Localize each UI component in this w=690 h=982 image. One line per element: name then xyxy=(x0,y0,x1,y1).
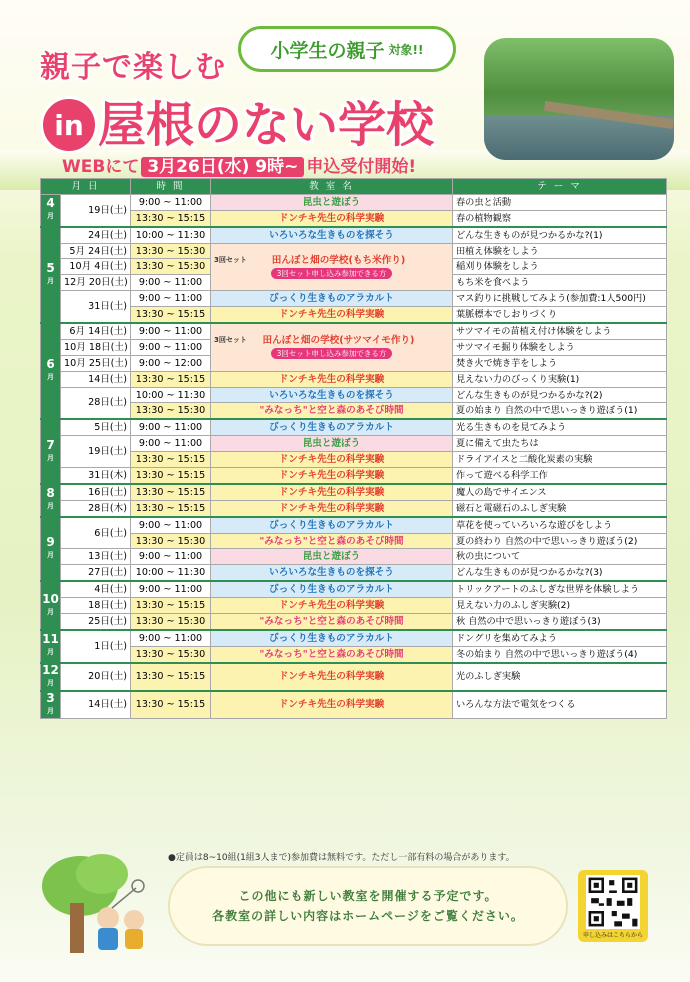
class-name-cell: ドンチキ先生の科学実験 xyxy=(211,468,453,484)
time-cell: 13:30 ~ 15:30 xyxy=(131,243,211,259)
class-name-cell: ドンチキ先生の科学実験 xyxy=(211,452,453,468)
theme-cell: 夏の始まり 自然の中で思いっきり遊ぼう(1) xyxy=(453,403,667,419)
title-line1: 親子で楽しむ xyxy=(40,50,226,85)
class-name-cell: 昆虫と遊ぼう xyxy=(211,549,453,565)
time-cell: 9:00 ~ 11:00 xyxy=(131,194,211,210)
theme-cell: 冬の始まり 自然の中で思いっきり遊ぼう(4) xyxy=(453,646,667,662)
class-name-cell: ドンチキ先生の科学実験 xyxy=(211,598,453,614)
qr-label: 申し込みはこちらから xyxy=(582,932,643,939)
class-name-cell: びっくり生きものアラカルト xyxy=(211,630,453,646)
date-cell: 31日(土) xyxy=(61,291,131,323)
class-name-cell: 昆虫と遊ぼう xyxy=(211,194,453,210)
web-date: 3月26日(水) 9時~ xyxy=(141,157,304,177)
time-cell: 9:00 ~ 11:00 xyxy=(131,339,211,355)
time-cell: 9:00 ~ 11:00 xyxy=(131,630,211,646)
time-cell: 9:00 ~ 11:00 xyxy=(131,436,211,452)
theme-cell: 春の植物観察 xyxy=(453,210,667,226)
target-badge-text: 小学生の親子 xyxy=(270,39,385,62)
class-name-cell: びっくり生きものアラカルト xyxy=(211,291,453,307)
date-cell: 18日(土) xyxy=(61,598,131,614)
bubble-line2: 各教室の詳しい内容はホームページをご覧ください。 xyxy=(212,909,524,923)
table-row xyxy=(41,387,667,403)
time-cell: 13:30 ~ 15:15 xyxy=(131,307,211,323)
time-cell: 9:00 ~ 12:00 xyxy=(131,355,211,371)
theme-cell: どんな生きものが見つかるかな?(1) xyxy=(453,227,667,243)
time-cell: 13:30 ~ 15:15 xyxy=(131,371,211,387)
table-header xyxy=(41,179,667,195)
theme-cell: 春の虫と活動 xyxy=(453,194,667,210)
date-cell: 4日(土) xyxy=(61,581,131,597)
time-cell: 9:00 ~ 11:00 xyxy=(131,549,211,565)
theme-cell: ドライアイスと二酸化炭素の実験 xyxy=(453,452,667,468)
time-cell: 10:00 ~ 11:30 xyxy=(131,387,211,403)
theme-cell: 夏の終わり 自然の中で思いっきり遊ぼう(2) xyxy=(453,533,667,549)
class-name-cell: いろいろな生きものを探そう xyxy=(211,227,453,243)
theme-cell: ドングリを集めてみよう xyxy=(453,630,667,646)
table-row xyxy=(41,581,667,597)
date-cell: 10月 25日(土) xyxy=(61,355,131,371)
date-cell: 1日(土) xyxy=(61,630,131,663)
set-pill: 3回セット申し込み参加できる方 xyxy=(271,348,393,359)
class-name-cell: ドンチキ先生の科学実験 xyxy=(211,484,453,500)
theme-cell: 稲刈り体験をしよう xyxy=(453,259,667,275)
target-badge xyxy=(238,26,456,72)
time-cell: 13:30 ~ 15:30 xyxy=(131,403,211,419)
time-cell: 13:30 ~ 15:30 xyxy=(131,259,211,275)
date-cell: 13日(土) xyxy=(61,549,131,565)
month-label: 6 月 xyxy=(41,323,61,419)
title-line2: 屋根のない学校 xyxy=(98,97,435,153)
theme-cell: サツマイモ掘り体験をしよう xyxy=(453,339,667,355)
theme-cell: もち米を食べよう xyxy=(453,275,667,291)
class-name-cell xyxy=(211,243,453,291)
time-cell: 9:00 ~ 11:00 xyxy=(131,275,211,291)
class-name-cell: 昆虫と遊ぼう xyxy=(211,436,453,452)
class-name-text: 田んぼと畑の学校(もち米作り) xyxy=(271,254,406,266)
month-label: 12 月 xyxy=(41,663,61,691)
class-name-cell: "みなっち"と空と森のあそび時間 xyxy=(211,614,453,630)
date-cell: 5月 24日(土) xyxy=(61,243,131,259)
set-label: 3回セット xyxy=(214,336,247,345)
time-cell: 13:30 ~ 15:15 xyxy=(131,598,211,614)
theme-cell: 作って遊べる科学工作 xyxy=(453,468,667,484)
table-row xyxy=(41,614,667,630)
table-row xyxy=(41,323,667,339)
qr-box[interactable] xyxy=(578,870,648,942)
date-cell: 10月 18日(土) xyxy=(61,339,131,355)
time-cell: 13:30 ~ 15:15 xyxy=(131,468,211,484)
date-cell: 16日(土) xyxy=(61,484,131,500)
table-row xyxy=(41,533,667,549)
date-cell: 31日(木) xyxy=(61,468,131,484)
date-cell: 25日(土) xyxy=(61,614,131,630)
theme-cell: トリックアートのふしぎな世界を体験しよう xyxy=(453,581,667,597)
theme-cell: 秋の虫について xyxy=(453,549,667,565)
info-bubble xyxy=(168,866,568,946)
time-cell: 9:00 ~ 11:00 xyxy=(131,419,211,435)
theme-cell: マス釣りに挑戦してみよう(参加費:1人500円) xyxy=(453,291,667,307)
theme-cell: 見えない力のびっくり実験(1) xyxy=(453,371,667,387)
class-name-cell: びっくり生きものアラカルト xyxy=(211,517,453,533)
time-cell: 13:30 ~ 15:15 xyxy=(131,691,211,719)
table-row xyxy=(41,517,667,533)
theme-cell: 田植え体験をしよう xyxy=(453,243,667,259)
col-month-header: 月 日 xyxy=(41,179,131,195)
class-name-cell: いろいろな生きものを探そう xyxy=(211,387,453,403)
table-row xyxy=(41,307,667,323)
date-cell: 19日(土) xyxy=(61,194,131,226)
date-cell: 20日(土) xyxy=(61,663,131,691)
theme-cell: どんな生きものが見つかるかな?(3) xyxy=(453,565,667,581)
theme-cell: 焚き火で焼き芋をしよう xyxy=(453,355,667,371)
time-cell: 13:30 ~ 15:15 xyxy=(131,452,211,468)
table-row xyxy=(41,646,667,662)
table-row xyxy=(41,210,667,226)
date-cell: 24日(土) xyxy=(61,227,131,243)
web-suffix: 申込受付開始! xyxy=(306,157,417,177)
class-name-cell: "みなっち"と空と森のあそび時間 xyxy=(211,646,453,662)
table-row xyxy=(41,291,667,307)
date-cell: 5日(土) xyxy=(61,419,131,435)
time-cell: 9:00 ~ 11:00 xyxy=(131,323,211,339)
time-cell: 13:30 ~ 15:30 xyxy=(131,614,211,630)
set-pill: 3回セット申し込み参加できる方 xyxy=(271,268,393,279)
web-prefix: WEBにて xyxy=(62,157,140,177)
class-name-cell: びっくり生きものアラカルト xyxy=(211,581,453,597)
class-name-cell: いろいろな生きものを探そう xyxy=(211,565,453,581)
table-row xyxy=(41,663,667,691)
time-cell: 13:30 ~ 15:30 xyxy=(131,533,211,549)
date-cell: 6日(土) xyxy=(61,517,131,549)
theme-cell: 夏に備えて虫たちは xyxy=(453,436,667,452)
theme-cell: 磁石と電磁石のふしぎ実験 xyxy=(453,500,667,516)
date-cell: 10月 4日(土) xyxy=(61,259,131,275)
month-label: 5 月 xyxy=(41,227,61,323)
set-label: 3回セット xyxy=(214,255,247,264)
time-cell: 13:30 ~ 15:15 xyxy=(131,663,211,691)
time-cell: 9:00 ~ 11:00 xyxy=(131,291,211,307)
theme-cell: 魔人の島でサイエンス xyxy=(453,484,667,500)
theme-cell: 光る生きものを見てみよう xyxy=(453,419,667,435)
class-name-cell: "みなっち"と空と森のあそび時間 xyxy=(211,403,453,419)
table-row xyxy=(41,452,667,468)
month-label: 3 月 xyxy=(41,691,61,719)
capacity-note: ●定員は8~10組(1組3人まで)参加費は無料です。ただし一部有料の場合があります。 xyxy=(168,853,515,863)
qr-code-icon[interactable] xyxy=(586,875,640,929)
col-class-header: 教 室 名 xyxy=(211,179,453,195)
table-row xyxy=(41,484,667,500)
table-row xyxy=(41,598,667,614)
class-name-cell: ドンチキ先生の科学実験 xyxy=(211,307,453,323)
table-row xyxy=(41,468,667,484)
table-row xyxy=(41,565,667,581)
tree-kids-illustration xyxy=(40,848,150,958)
month-label: 9 月 xyxy=(41,517,61,582)
time-cell: 13:30 ~ 15:15 xyxy=(131,210,211,226)
theme-cell: いろんな方法で電気をつくる xyxy=(453,691,667,719)
table-row xyxy=(41,194,667,210)
class-name-cell xyxy=(211,323,453,371)
theme-cell: サツマイモの苗植え付け体験をしよう xyxy=(453,323,667,339)
theme-cell: 見えない力のふしぎ実験(2) xyxy=(453,598,667,614)
table-row xyxy=(41,403,667,419)
time-cell: 13:30 ~ 15:15 xyxy=(131,484,211,500)
class-name-cell: びっくり生きものアラカルト xyxy=(211,419,453,435)
theme-cell: 葉脈標本でしおりづくり xyxy=(453,307,667,323)
class-name-cell: ドンチキ先生の科学実験 xyxy=(211,691,453,719)
table-row xyxy=(41,549,667,565)
month-label: 7 月 xyxy=(41,419,61,484)
month-label: 4 月 xyxy=(41,194,61,226)
class-name-cell: "みなっち"と空と森のあそび時間 xyxy=(211,533,453,549)
date-cell: 27日(土) xyxy=(61,565,131,581)
target-badge-suffix: 対象!! xyxy=(388,42,424,57)
table-row xyxy=(41,500,667,516)
theme-cell: 秋 自然の中で思いっきり遊ぼう(3) xyxy=(453,614,667,630)
table-row xyxy=(41,436,667,452)
col-theme-header: テ ー マ xyxy=(453,179,667,195)
class-name-text: 田んぼと畑の学校(サツマイモ作り) xyxy=(262,335,415,347)
theme-cell: 草花を使っていろいろな遊びをしよう xyxy=(453,517,667,533)
schedule-table xyxy=(40,178,667,719)
in-logo: in xyxy=(40,96,98,154)
class-name-cell: ドンチキ先生の科学実験 xyxy=(211,500,453,516)
col-time-header: 時 間 xyxy=(131,179,211,195)
date-cell: 14日(土) xyxy=(61,691,131,719)
table-row xyxy=(41,371,667,387)
date-cell: 6月 14日(土) xyxy=(61,323,131,339)
month-label: 8 月 xyxy=(41,484,61,517)
table-row xyxy=(41,243,667,259)
table-row xyxy=(41,227,667,243)
table-row xyxy=(41,630,667,646)
date-cell: 28日(土) xyxy=(61,387,131,419)
web-announcement xyxy=(62,152,416,177)
bubble-line1: この他にも新しい教室を開催する予定です。 xyxy=(238,889,498,903)
time-cell: 13:30 ~ 15:15 xyxy=(131,500,211,516)
time-cell: 9:00 ~ 11:00 xyxy=(131,517,211,533)
date-cell: 19日(土) xyxy=(61,436,131,468)
class-name-cell: ドンチキ先生の科学実験 xyxy=(211,210,453,226)
date-cell: 12月 20日(土) xyxy=(61,275,131,291)
class-name-cell: ドンチキ先生の科学実験 xyxy=(211,371,453,387)
month-label: 11 月 xyxy=(41,630,61,663)
time-cell: 13:30 ~ 15:30 xyxy=(131,646,211,662)
theme-cell: どんな生きものが見つかるかな?(2) xyxy=(453,387,667,403)
table-row xyxy=(41,419,667,435)
class-name-cell: ドンチキ先生の科学実験 xyxy=(211,663,453,691)
date-cell: 14日(土) xyxy=(61,371,131,387)
theme-cell: 光のふしぎ実験 xyxy=(453,663,667,691)
time-cell: 10:00 ~ 11:30 xyxy=(131,227,211,243)
table-row xyxy=(41,691,667,719)
pond-photo xyxy=(484,38,674,160)
month-label: 10 月 xyxy=(41,581,61,630)
date-cell: 28日(木) xyxy=(61,500,131,516)
time-cell: 9:00 ~ 11:00 xyxy=(131,581,211,597)
time-cell: 10:00 ~ 11:30 xyxy=(131,565,211,581)
